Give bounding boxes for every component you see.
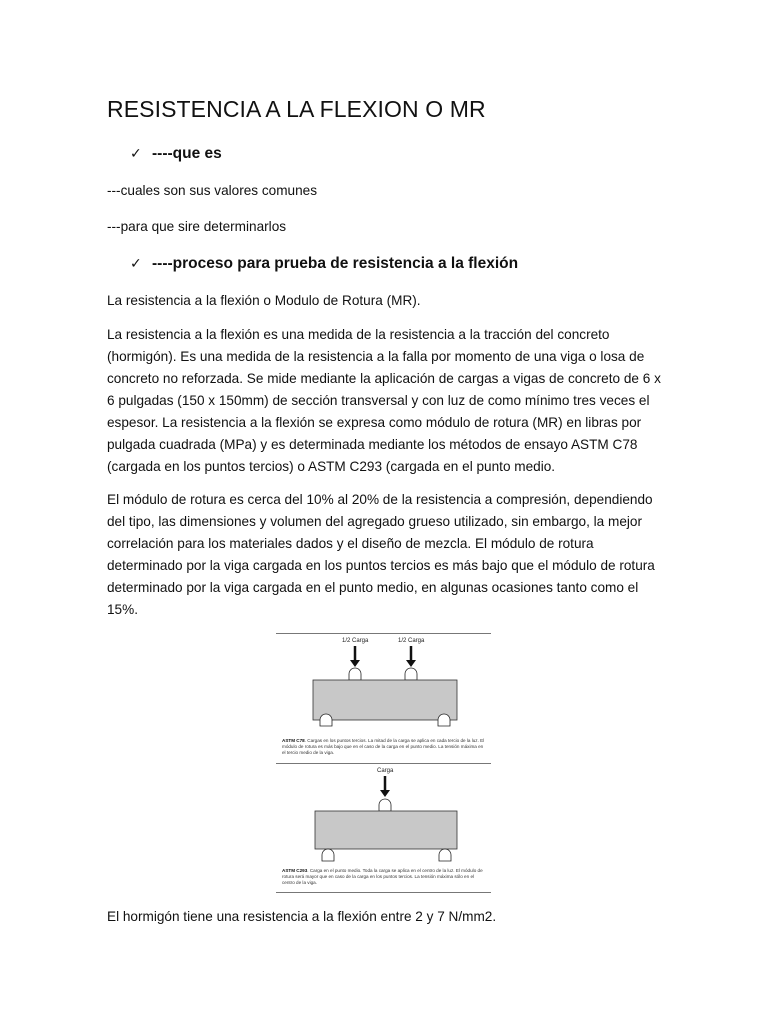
caption-text: . Cargas en los puntos tercios. La mitad de la carga se aplica en cada tercio de la luz. El módulo de rotura es más bajo que en el caso de la carga en el punto medio. La tensión máxima en el tercio medio de la viga. — [282, 738, 485, 755]
caption-code: ASTM C78 — [282, 738, 305, 743]
figure-caption-c293 — [282, 868, 487, 885]
load-label-right: 1/2 Carga — [398, 638, 425, 644]
support-icon — [320, 714, 332, 726]
paragraph-intro: La resistencia a la flexión o Modulo de Rotura (MR). — [107, 293, 421, 308]
paragraph-definition: La resistencia a la flexión es una medida de la resistencia a la tracción del concreto (hormigón). Es una medida de la resistencia a la falla por momento de una viga o losa de concreto no reforzada. Se mide mediante la aplicación de cargas a vigas de concreto de 6 x 6 pulgadas (150 x 150mm) de sección transversal y con luz de como mínimo tres veces el espesor. La resistencia a la flexión se expresa como módulo de rotura (MR) en libras por pulgada cuadrada (MPa) y es determinada mediante los métodos de ensayo ASTM C78 (cargada en los puntos tercios) o ASTM C293 (cargada en el punto medio. — [107, 327, 661, 474]
beam-shape — [313, 680, 457, 720]
caption-text: . Carga en el punto medio. Toda la carga se aplica en el centro de la luz. El módulo de rotura será mayor que en caso de la carga en los puntos tercios. La tensión máxima sólo en el centro de la viga. — [282, 868, 483, 885]
third-point-beam-svg — [276, 634, 491, 739]
caption-code: ASTM C293 — [282, 868, 308, 873]
check-item-label: ----que es — [152, 145, 222, 162]
support-icon — [439, 849, 451, 861]
support-icon — [438, 714, 450, 726]
check-item-label: ----proceso para prueba de resistencia a la flexión — [152, 255, 519, 272]
load-arrow-icon — [380, 776, 390, 797]
load-arrow-icon — [350, 646, 360, 667]
flexion-test-figure — [276, 633, 491, 894]
load-label-center: Carga — [377, 768, 394, 774]
check-item-que-es — [130, 145, 222, 163]
loading-head-icon — [405, 668, 417, 680]
closing-statement: El hormigón tiene una resistencia a la flexión entre 2 y 7 N/mm2. — [107, 909, 497, 924]
figure-caption-c78 — [282, 738, 487, 755]
loading-head-icon — [349, 668, 361, 680]
text-line-determinarlos: ---para que sire determinarlos — [107, 219, 287, 234]
load-label-left: 1/2 Carga — [342, 638, 369, 644]
paragraph-modulo-rotura: El módulo de rotura es cerca del 10% al 20% de la resistencia a compresión, dependiendo del tipo, las dimensiones y volumen del agregado grueso utilizado, sin embargo, la mejor correlación para los materiales dados y el diseño de mezcla. El módulo de rotura determinado por la viga cargada en los puntos tercios es más bajo que el módulo de rotura determinado por la viga cargada en el punto medio, en algunas ocasiones tanto como el 15%. — [107, 492, 655, 617]
center-point-beam-svg — [276, 764, 491, 869]
support-icon — [322, 849, 334, 861]
check-item-proceso — [130, 255, 518, 273]
checkmark-icon: ✓ — [130, 146, 142, 162]
third-point-loading-diagram — [276, 633, 491, 762]
text-line-valores: ---cuales son sus valores comunes — [107, 183, 318, 198]
load-arrow-icon — [406, 646, 416, 667]
center-point-loading-diagram — [276, 763, 491, 893]
beam-shape — [315, 811, 457, 849]
document-title: RESISTENCIA A LA FLEXION O MR — [107, 96, 486, 122]
loading-head-icon — [379, 799, 391, 811]
checkmark-icon: ✓ — [130, 256, 142, 272]
